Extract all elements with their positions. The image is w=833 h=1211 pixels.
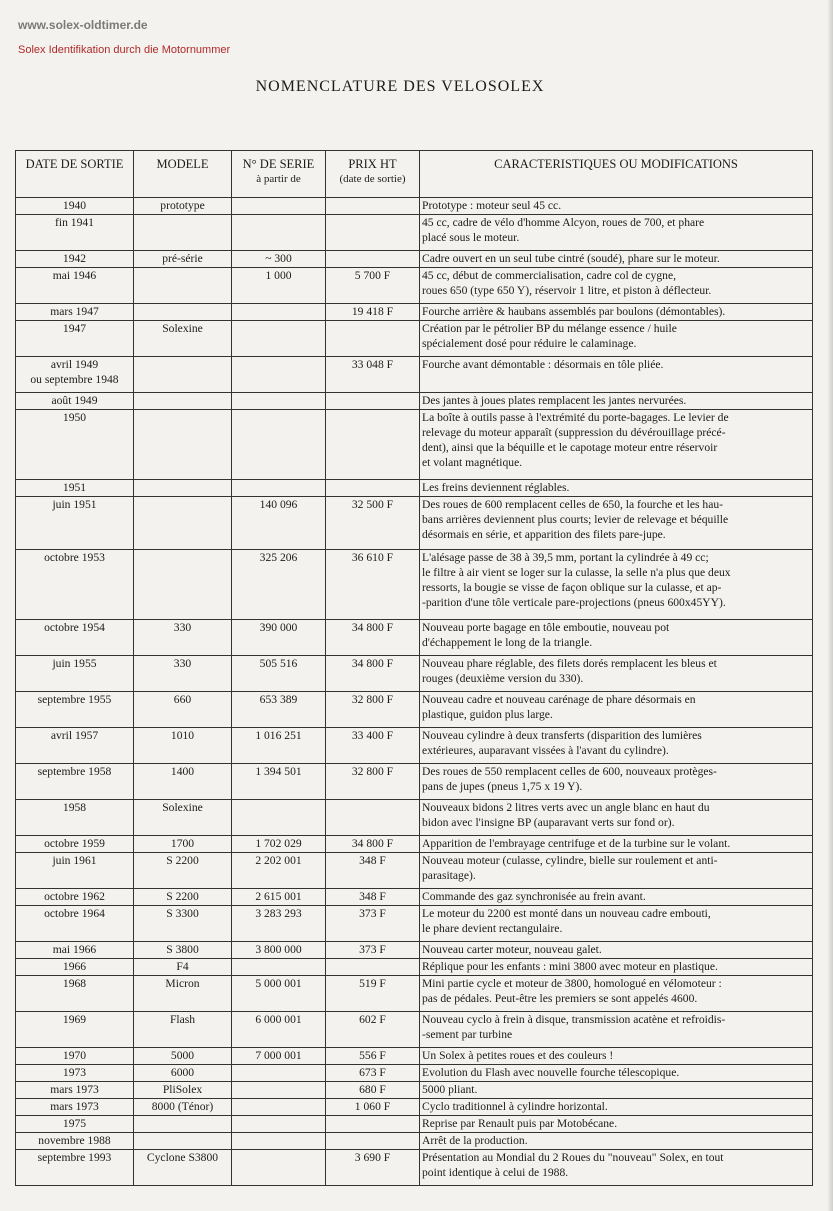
scan-edge-shadow	[827, 0, 833, 1211]
cell-serial: 3 800 000	[232, 942, 326, 959]
cell-serial	[232, 959, 326, 976]
cell-characteristics: Commande des gaz synchronisée au frein avant.	[420, 889, 813, 906]
table-row	[16, 620, 813, 656]
cell-model: Cyclone S3800	[134, 1150, 232, 1186]
table-row	[16, 1150, 813, 1186]
cell-characteristics: Nouveau phare réglable, des filets dorés remplacent les bleus et rouges (deuxième version du 330).	[420, 656, 813, 692]
table-row	[16, 1099, 813, 1116]
cell-date: mars 1973	[16, 1082, 134, 1099]
table-row	[16, 692, 813, 728]
cell-model	[134, 268, 232, 304]
table-row	[16, 656, 813, 692]
table-row	[16, 480, 813, 497]
cell-date: 1968	[16, 976, 134, 1012]
cell-model: Solexine	[134, 321, 232, 357]
column-header-date: DATE DE SORTIE	[16, 151, 134, 198]
cell-characteristics: Arrêt de la production.	[420, 1133, 813, 1150]
cell-serial	[232, 215, 326, 251]
cell-date: septembre 1955	[16, 692, 134, 728]
cell-model	[134, 393, 232, 410]
cell-serial	[232, 321, 326, 357]
cell-characteristics: L'alésage passe de 38 à 39,5 mm, portant la cylindrée à 49 cc; le filtre à air vient se loger sur la culasse, la selle n'a plus que deux ressorts, la bougie se visse de façon oblique sur la culasse, et ap- -parition d'une tôle verticale pare-projections (pneus 600x45YY).	[420, 550, 813, 620]
cell-date: septembre 1993	[16, 1150, 134, 1186]
cell-date: 1942	[16, 251, 134, 268]
table-row	[16, 251, 813, 268]
cell-serial	[232, 1082, 326, 1099]
cell-price: 36 610 F	[326, 550, 420, 620]
cell-model	[134, 215, 232, 251]
cell-date: octobre 1964	[16, 906, 134, 942]
cell-price: 556 F	[326, 1048, 420, 1065]
cell-price: 34 800 F	[326, 620, 420, 656]
cell-model: S 2200	[134, 853, 232, 889]
cell-characteristics: Nouveau carter moteur, nouveau galet.	[420, 942, 813, 959]
cell-characteristics: Apparition de l'embrayage centrifuge et de la turbine sur le volant.	[420, 836, 813, 853]
cell-serial: 7 000 001	[232, 1048, 326, 1065]
cell-price: 373 F	[326, 906, 420, 942]
table-row	[16, 198, 813, 215]
cell-model: Solexine	[134, 800, 232, 836]
table-row	[16, 1116, 813, 1133]
cell-serial	[232, 357, 326, 393]
cell-price: 33 048 F	[326, 357, 420, 393]
cell-date: 1951	[16, 480, 134, 497]
cell-price	[326, 410, 420, 480]
table-row	[16, 410, 813, 480]
cell-price: 19 418 F	[326, 304, 420, 321]
cell-price: 33 400 F	[326, 728, 420, 764]
cell-model	[134, 410, 232, 480]
cell-model: S 3300	[134, 906, 232, 942]
cell-date: 1950	[16, 410, 134, 480]
cell-price	[326, 198, 420, 215]
table-row	[16, 215, 813, 251]
cell-model: 6000	[134, 1065, 232, 1082]
cell-date: octobre 1959	[16, 836, 134, 853]
cell-characteristics: Evolution du Flash avec nouvelle fourche télescopique.	[420, 1065, 813, 1082]
table-row	[16, 357, 813, 393]
cell-serial	[232, 1116, 326, 1133]
cell-model: pré-série	[134, 251, 232, 268]
cell-characteristics: Nouveau cylindre à deux transferts (disparition des lumières extérieures, auparavant vissées à l'avant du cylindre).	[420, 728, 813, 764]
cell-date: octobre 1954	[16, 620, 134, 656]
table-body	[16, 198, 813, 1186]
table-row	[16, 889, 813, 906]
cell-serial: 140 096	[232, 497, 326, 550]
cell-serial	[232, 198, 326, 215]
table-row	[16, 1133, 813, 1150]
table-row	[16, 959, 813, 976]
cell-characteristics: Un Solex à petites roues et des couleurs !	[420, 1048, 813, 1065]
nomenclature-table	[15, 150, 813, 1186]
cell-price: 519 F	[326, 976, 420, 1012]
cell-characteristics: 45 cc, cadre de vélo d'homme Alcyon, roues de 700, et phare placé sous le moteur.	[420, 215, 813, 251]
cell-serial	[232, 800, 326, 836]
table-row	[16, 976, 813, 1012]
cell-date: 1958	[16, 800, 134, 836]
cell-date: juin 1961	[16, 853, 134, 889]
cell-price: 373 F	[326, 942, 420, 959]
cell-date: mars 1973	[16, 1099, 134, 1116]
table-row	[16, 906, 813, 942]
document-title: NOMENCLATURE DES VELOSOLEX	[255, 78, 545, 95]
cell-model	[134, 497, 232, 550]
cell-price: 348 F	[326, 889, 420, 906]
page-subtitle: Solex Identifikation durch die Motornummer	[18, 44, 231, 56]
cell-serial: 2 615 001	[232, 889, 326, 906]
cell-price: 34 800 F	[326, 836, 420, 853]
cell-price	[326, 800, 420, 836]
cell-model: F4	[134, 959, 232, 976]
cell-date: 1969	[16, 1012, 134, 1048]
cell-serial: 390 000	[232, 620, 326, 656]
cell-date: août 1949	[16, 393, 134, 410]
cell-serial: 3 283 293	[232, 906, 326, 942]
table-row	[16, 1065, 813, 1082]
cell-date: octobre 1962	[16, 889, 134, 906]
column-header-model: MODELE	[134, 151, 232, 198]
cell-price	[326, 959, 420, 976]
cell-date: mars 1947	[16, 304, 134, 321]
cell-date: juin 1955	[16, 656, 134, 692]
cell-model: Flash	[134, 1012, 232, 1048]
cell-characteristics: Reprise par Renault puis par Motobécane.	[420, 1116, 813, 1133]
cell-model: PliSolex	[134, 1082, 232, 1099]
cell-model	[134, 1116, 232, 1133]
cell-characteristics: 5000 pliant.	[420, 1082, 813, 1099]
cell-price: 32 800 F	[326, 764, 420, 800]
cell-model: 330	[134, 620, 232, 656]
cell-model	[134, 304, 232, 321]
cell-date: fin 1941	[16, 215, 134, 251]
cell-serial: 2 202 001	[232, 853, 326, 889]
cell-model: 1010	[134, 728, 232, 764]
cell-model: prototype	[134, 198, 232, 215]
table-row	[16, 728, 813, 764]
cell-model: 8000 (Ténor)	[134, 1099, 232, 1116]
cell-characteristics: Fourche avant démontable : désormais en tôle pliée.	[420, 357, 813, 393]
cell-model	[134, 550, 232, 620]
cell-price: 32 500 F	[326, 497, 420, 550]
cell-characteristics: Le moteur du 2200 est monté dans un nouveau cadre embouti, le phare devient rectangulaire.	[420, 906, 813, 942]
cell-characteristics: Création par le pétrolier BP du mélange essence / huile spécialement dosé pour réduire le calaminage.	[420, 321, 813, 357]
table-row	[16, 836, 813, 853]
cell-date: novembre 1988	[16, 1133, 134, 1150]
cell-price	[326, 1116, 420, 1133]
cell-characteristics: La boîte à outils passe à l'extrémité du porte-bagages. Le levier de relevage du moteur apparaît (suppression du dévérouillage précé- dent), ainsi que la béquille et le capotage moteur entre réservoir et volant magnétique.	[420, 410, 813, 480]
cell-serial	[232, 304, 326, 321]
cell-characteristics: Nouveau cyclo à frein à disque, transmission acatène et refroidis- -sement par turbine	[420, 1012, 813, 1048]
cell-characteristics: Nouveaux bidons 2 litres verts avec un angle blanc en haut du bidon avec l'insigne BP (auparavant verts sur fond or).	[420, 800, 813, 836]
cell-serial	[232, 1150, 326, 1186]
cell-price	[326, 480, 420, 497]
cell-characteristics: Des roues de 600 remplacent celles de 650, la fourche et les hau- bans arrières deviennent plus courts; levier de relevage et béquille désormais en série, et apparition des filets pare-jupe.	[420, 497, 813, 550]
table-row	[16, 304, 813, 321]
cell-characteristics: Réplique pour les enfants : mini 3800 avec moteur en plastique.	[420, 959, 813, 976]
cell-model: Micron	[134, 976, 232, 1012]
cell-date: 1940	[16, 198, 134, 215]
table-header-row	[16, 151, 813, 198]
cell-characteristics: Nouveau porte bagage en tôle emboutie, nouveau pot d'échappement le long de la triangle.	[420, 620, 813, 656]
cell-date: mai 1946	[16, 268, 134, 304]
cell-characteristics: Des roues de 550 remplacent celles de 600, nouveaux protèges- pans de jupes (pneus 1,75 x 19 Y).	[420, 764, 813, 800]
cell-characteristics: Fourche arrière & haubans assemblés par boulons (démontables).	[420, 304, 813, 321]
cell-model	[134, 480, 232, 497]
cell-date: avril 1949 ou septembre 1948	[16, 357, 134, 393]
cell-model	[134, 1133, 232, 1150]
cell-serial: 5 000 001	[232, 976, 326, 1012]
cell-date: 1966	[16, 959, 134, 976]
cell-characteristics: 45 cc, début de commercialisation, cadre col de cygne, roues 650 (type 650 Y), réservoir 1 litre, et piston à déflecteur.	[420, 268, 813, 304]
cell-price: 673 F	[326, 1065, 420, 1082]
cell-characteristics: Cyclo traditionnel à cylindre horizontal.	[420, 1099, 813, 1116]
cell-serial: 1 394 501	[232, 764, 326, 800]
cell-characteristics: Les freins deviennent réglables.	[420, 480, 813, 497]
cell-serial	[232, 1099, 326, 1116]
cell-model: 330	[134, 656, 232, 692]
cell-price: 1 060 F	[326, 1099, 420, 1116]
cell-characteristics: Des jantes à joues plates remplacent les jantes nervurées.	[420, 393, 813, 410]
table-row	[16, 1082, 813, 1099]
cell-price	[326, 321, 420, 357]
cell-serial: ~ 300	[232, 251, 326, 268]
cell-date: juin 1951	[16, 497, 134, 550]
cell-serial: 1 702 029	[232, 836, 326, 853]
table-row	[16, 550, 813, 620]
table-row	[16, 764, 813, 800]
cell-price: 3 690 F	[326, 1150, 420, 1186]
cell-characteristics: Nouveau cadre et nouveau carénage de phare désormais en plastique, guidon plus large.	[420, 692, 813, 728]
table-row	[16, 268, 813, 304]
cell-date: septembre 1958	[16, 764, 134, 800]
cell-price: 602 F	[326, 1012, 420, 1048]
cell-serial	[232, 1133, 326, 1150]
cell-characteristics: Nouveau moteur (culasse, cylindre, bielle sur roulement et anti- parasitage).	[420, 853, 813, 889]
cell-serial: 1 000	[232, 268, 326, 304]
cell-date: avril 1957	[16, 728, 134, 764]
cell-model: S 3800	[134, 942, 232, 959]
cell-serial: 505 516	[232, 656, 326, 692]
table-row	[16, 853, 813, 889]
cell-model: 5000	[134, 1048, 232, 1065]
cell-serial	[232, 480, 326, 497]
cell-serial	[232, 393, 326, 410]
cell-price: 348 F	[326, 853, 420, 889]
table-row	[16, 321, 813, 357]
cell-characteristics: Présentation au Mondial du 2 Roues du "nouveau" Solex, en tout point identique à celui de 1988.	[420, 1150, 813, 1186]
cell-date: mai 1966	[16, 942, 134, 959]
cell-date: 1947	[16, 321, 134, 357]
site-url: www.solex-oldtimer.de	[18, 18, 148, 32]
cell-date: octobre 1953	[16, 550, 134, 620]
cell-serial	[232, 410, 326, 480]
cell-price	[326, 215, 420, 251]
cell-price	[326, 393, 420, 410]
cell-price	[326, 1133, 420, 1150]
cell-characteristics: Prototype : moteur seul 45 cc.	[420, 198, 813, 215]
table-row	[16, 800, 813, 836]
cell-price: 32 800 F	[326, 692, 420, 728]
table-row	[16, 1012, 813, 1048]
cell-date: 1975	[16, 1116, 134, 1133]
cell-date: 1970	[16, 1048, 134, 1065]
column-header-characteristics: CARACTERISTIQUES OU MODIFICATIONS	[420, 151, 813, 198]
column-header-serial: N° DE SERIE à partir de	[232, 151, 326, 198]
cell-model: 660	[134, 692, 232, 728]
table-row	[16, 497, 813, 550]
cell-serial: 325 206	[232, 550, 326, 620]
table-row	[16, 942, 813, 959]
table-row	[16, 1048, 813, 1065]
cell-date: 1973	[16, 1065, 134, 1082]
cell-serial: 6 000 001	[232, 1012, 326, 1048]
table-row	[16, 393, 813, 410]
cell-characteristics: Cadre ouvert en un seul tube cintré (soudé), phare sur le moteur.	[420, 251, 813, 268]
cell-model: 1400	[134, 764, 232, 800]
cell-model: 1700	[134, 836, 232, 853]
cell-serial	[232, 1065, 326, 1082]
column-header-price: PRIX HT (date de sortie)	[326, 151, 420, 198]
cell-serial: 653 389	[232, 692, 326, 728]
cell-characteristics: Mini partie cycle et moteur de 3800, homologué en vélomoteur : pas de pédales. Peut-être les premiers se sont appelés 4600.	[420, 976, 813, 1012]
cell-price: 5 700 F	[326, 268, 420, 304]
cell-price: 680 F	[326, 1082, 420, 1099]
cell-model: S 2200	[134, 889, 232, 906]
cell-model	[134, 357, 232, 393]
cell-price	[326, 251, 420, 268]
cell-price: 34 800 F	[326, 656, 420, 692]
cell-serial: 1 016 251	[232, 728, 326, 764]
